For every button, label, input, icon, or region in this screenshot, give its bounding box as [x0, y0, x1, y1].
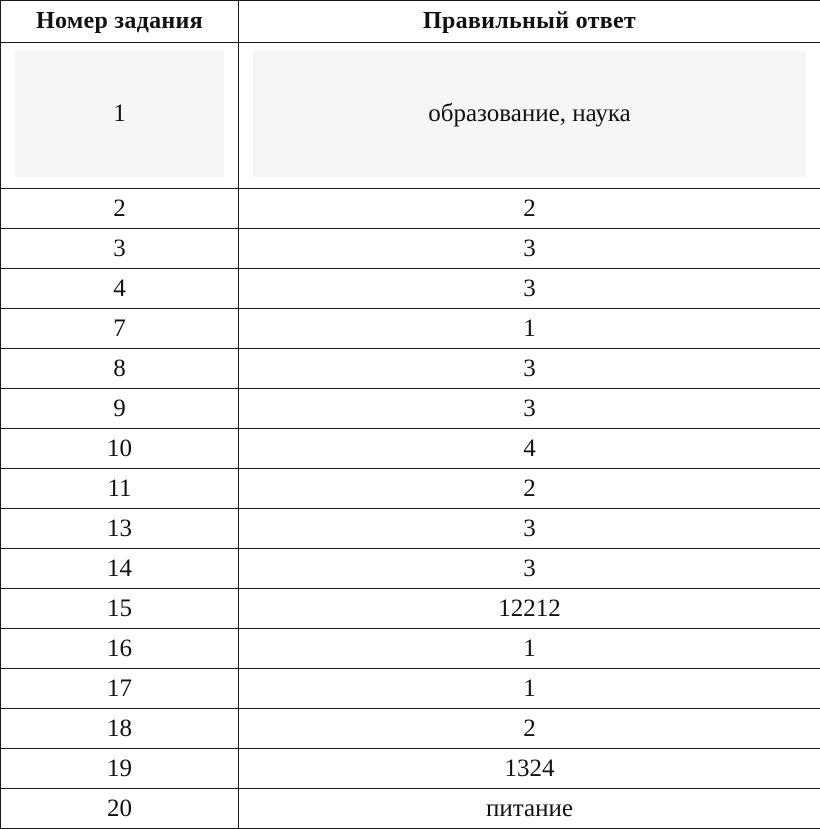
answer: 3 [523, 555, 536, 583]
task-number: 10 [107, 435, 132, 463]
task-number: 2 [113, 195, 126, 223]
answer-cell [239, 429, 820, 469]
answer: 3 [523, 515, 536, 543]
task-number: 15 [107, 595, 132, 623]
task-number: 13 [107, 515, 132, 543]
task-number-cell [1, 789, 239, 829]
answer: 2 [523, 195, 536, 223]
task-number: 7 [113, 315, 126, 343]
task-number: 8 [113, 355, 126, 383]
answer: образование, наука [428, 100, 631, 128]
task-number-cell [1, 509, 239, 549]
answer-cell [239, 349, 820, 389]
answer: питание [486, 795, 573, 823]
task-number-cell [1, 549, 239, 589]
table-row [1, 389, 820, 429]
task-number-cell [1, 589, 239, 629]
table-header-row [1, 1, 820, 43]
answer: 3 [523, 355, 536, 383]
task-number-cell [1, 429, 239, 469]
answer: 1 [523, 315, 536, 343]
header-correct-answer: Правильный ответ [239, 1, 820, 43]
answer-cell [239, 389, 820, 429]
task-number: 3 [113, 235, 126, 263]
table-row [1, 43, 820, 189]
answer-cell [239, 43, 820, 189]
task-number: 9 [113, 395, 126, 423]
answer-cell [239, 549, 820, 589]
answer: 2 [523, 715, 536, 743]
answer-cell [239, 189, 820, 229]
answer: 3 [523, 235, 536, 263]
table-row [1, 469, 820, 509]
answer-cell [239, 749, 820, 789]
task-number-cell [1, 349, 239, 389]
table-row [1, 549, 820, 589]
answer-cell [239, 469, 820, 509]
answer-cell [239, 229, 820, 269]
task-number: 18 [107, 715, 132, 743]
task-number: 1 [113, 100, 126, 128]
answer: 3 [523, 395, 536, 423]
task-number-cell [1, 709, 239, 749]
table-row [1, 629, 820, 669]
task-number-cell [1, 669, 239, 709]
task-number-cell [1, 629, 239, 669]
table-row [1, 669, 820, 709]
answer-cell [239, 509, 820, 549]
answer-cell [239, 629, 820, 669]
task-number-cell [1, 389, 239, 429]
answer: 12212 [498, 595, 561, 623]
answer-cell [239, 669, 820, 709]
table-row [1, 509, 820, 549]
answer-cell [239, 309, 820, 349]
task-number-cell [1, 309, 239, 349]
task-number-cell [1, 43, 239, 189]
table-row [1, 189, 820, 229]
table-row [1, 429, 820, 469]
task-number: 16 [107, 635, 132, 663]
answer: 3 [523, 275, 536, 303]
answer: 1 [523, 635, 536, 663]
table-row [1, 349, 820, 389]
task-number: 14 [107, 555, 132, 583]
task-number-cell [1, 269, 239, 309]
answer: 2 [523, 475, 536, 503]
table-row [1, 709, 820, 749]
task-number-cell [1, 189, 239, 229]
table-row [1, 749, 820, 789]
table-row [1, 269, 820, 309]
task-number: 19 [107, 755, 132, 783]
answer-cell [239, 789, 820, 829]
task-number: 20 [107, 795, 132, 823]
table-row [1, 789, 820, 829]
task-number-cell [1, 469, 239, 509]
task-number-cell [1, 749, 239, 789]
answer-cell [239, 269, 820, 309]
header-task-number: Номер задания [1, 1, 239, 43]
answer-cell [239, 589, 820, 629]
task-number: 17 [107, 675, 132, 703]
answer: 4 [523, 435, 536, 463]
table-row [1, 229, 820, 269]
task-number-cell [1, 229, 239, 269]
answer: 1324 [505, 755, 555, 783]
answer: 1 [523, 675, 536, 703]
answer-cell [239, 709, 820, 749]
table-row [1, 309, 820, 349]
task-number: 11 [107, 475, 131, 503]
table-row [1, 589, 820, 629]
task-number: 4 [113, 275, 126, 303]
